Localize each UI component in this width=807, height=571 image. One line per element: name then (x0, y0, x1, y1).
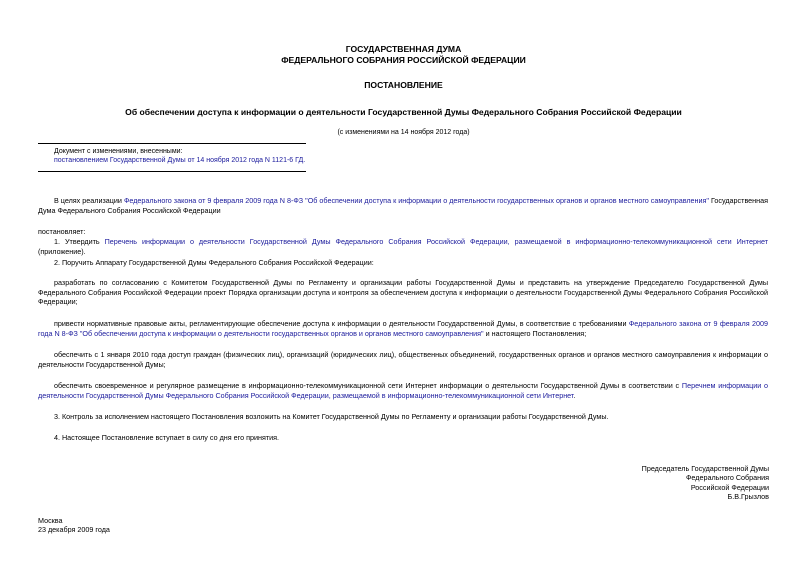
item-2-d-prefix: обеспечить своевременное и регулярное размещение в информационно-телекоммуникационной сети Интернет информации о деятельности Государственной Думы в соответствии с (54, 381, 682, 390)
item-4: 4. Настоящее Постановление вступает в силу со дня его принятия. (54, 433, 280, 442)
item-2-d-suffix: . (573, 390, 576, 400)
item-2-a: разработать по согласованию с Комитетом Государственной Думы по Регламенту и организации работы Государственной Думы и представить на утверждение Председателю Государственной Думы Федерального Собрания Российской Федерации проект Порядка организации доступа и контроля за обеспечением доступа к информации о деятельности Государственной Думы Федерального Собрания Российской Федерации; (38, 278, 768, 306)
city: Москва (38, 516, 63, 525)
amendments-note: (с изменениями на 14 ноября 2012 года) (337, 129, 470, 136)
intro-prefix: В целях реализации (54, 196, 122, 205)
divider-top (38, 143, 306, 144)
org-name (0, 44, 807, 65)
list-link[interactable]: Перечень информации о деятельности Государственной Думы Федерального Собрания Российской Федерации, размещаемой в информационно-телекоммуникационной сети Интернет (104, 237, 768, 246)
changes-label: Документ с изменениями, внесенными: (54, 148, 183, 155)
intro-paragraph (38, 196, 768, 215)
item-2-c: обеспечить с 1 января 2010 года доступ граждан (физических лиц), организаций (юридических лиц), общественных объединений, государственных органов и органов местного самоуправления к информации о деятельности Государственной Думы; (38, 350, 768, 369)
signature-line-2: Федерального Собрания (685, 473, 769, 483)
changes-link[interactable]: постановлением Государственной Думы от 14 ноября 2012 года N 1121-6 ГД. (54, 157, 306, 165)
signature-line-1: Председатель Государственной Думы (641, 464, 769, 473)
item-2-b (38, 319, 768, 338)
item-2-b-suffix: и настоящего Постановления; (483, 328, 587, 338)
place-date (38, 516, 110, 535)
org-line-2: ФЕДЕРАЛЬНОГО СОБРАНИЯ РОССИЙСКОЙ ФЕДЕРАЦИИ (281, 54, 526, 65)
item-2: 2. Поручить Аппарату Государственной Думы Федерального Собрания Российской Федерации: (54, 258, 374, 267)
list-link-2d[interactable]: Перечнем информации о деятельности Государственной Думы Федерального Собрания Российской Федерации, размещаемой в информационно-телекоммуникационной сети Интернет (38, 381, 768, 400)
doc-title: Об обеспечении доступа к информации о деятельности Государственной Думы Федерального Собрания Российской Федерации (125, 107, 682, 117)
item-1-suffix: (приложение). (38, 246, 86, 256)
intro-suffix: Государственная Дума Федерального Собрания Российской Федерации (38, 196, 769, 215)
doc-type: ПОСТАНОВЛЕНИЕ (364, 80, 443, 90)
item-2-d (38, 381, 768, 400)
item-1 (38, 237, 768, 256)
decree-word: постановляет: (38, 227, 86, 236)
law-link-2b[interactable]: Федерального закона от 9 февраля 2009 года N 8-ФЗ "Об обеспечении доступа к информации о деятельности государственных органов и органов местного самоуправления" (38, 319, 768, 338)
date: 23 декабря 2009 года (38, 525, 110, 535)
signature-name: Б.В.Грызлов (727, 492, 769, 502)
org-line-1: ГОСУДАРСТВЕННАЯ ДУМА (345, 44, 462, 54)
item-1-prefix: 1. Утвердить (54, 237, 105, 246)
signature-block (642, 464, 769, 501)
law-link-intro[interactable]: Федерального закона от 9 февраля 2009 года N 8-ФЗ "Об обеспечении доступа к информации о деятельности государственных органов и органов местного самоуправления" (123, 196, 709, 205)
item-3: 3. Контроль за исполнением настоящего Постановления возложить на Комитет Государственной Думы по Регламенту и организации работы Государственной Думы. (54, 412, 609, 421)
changes-block (54, 147, 374, 165)
item-2-b-prefix: привести нормативные правовые акты, регламентирующие обеспечение доступа к информации о деятельности Государственной Думы, в соответствие с требованиями (54, 319, 629, 328)
signature-line-3: Российской Федерации (690, 482, 769, 492)
divider-bottom (38, 171, 306, 172)
